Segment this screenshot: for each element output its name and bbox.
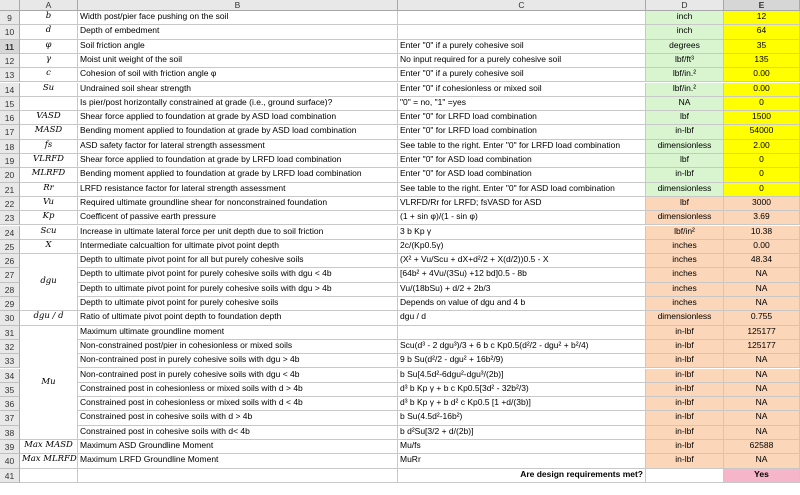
description-cell[interactable]: Depth to ultimate pivot point for purely cohesive soils with dgu < 4b	[78, 268, 398, 282]
row-header[interactable]: 21	[0, 183, 20, 197]
column-header-d[interactable]: D	[646, 0, 724, 11]
row-header[interactable]: 33	[0, 354, 20, 368]
formula-note-cell[interactable]: Enter "0" if a purely cohesive soil	[398, 68, 646, 82]
description-cell[interactable]: Depth of embedment	[78, 25, 398, 39]
unit-cell[interactable]: in-lbf	[646, 326, 724, 340]
value-cell[interactable]: NA	[724, 268, 800, 282]
value-cell[interactable]: 54000	[724, 125, 800, 139]
row-header[interactable]: 22	[0, 197, 20, 211]
unit-cell[interactable]: in-lbf	[646, 411, 724, 425]
symbol-cell[interactable]: b	[20, 11, 78, 25]
value-cell[interactable]: 3000	[724, 197, 800, 211]
formula-note-cell[interactable]: Depends on value of dgu and 4 b	[398, 297, 646, 311]
value-cell[interactable]: NA	[724, 383, 800, 397]
description-cell[interactable]: Depth to ultimate pivot point for all but purely cohesive soils	[78, 254, 398, 268]
row-header[interactable]: 39	[0, 440, 20, 454]
description-cell[interactable]: Depth to ultimate pivot point for purely cohesive soils	[78, 297, 398, 311]
unit-cell[interactable]: in-lbf	[646, 168, 724, 182]
formula-note-cell[interactable]: 9 b Su(d²/2 - dgu² + 16b²/9)	[398, 354, 646, 368]
formula-note-cell[interactable]: Enter "0" for LRFD load combination	[398, 111, 646, 125]
column-header-c[interactable]: C	[398, 0, 646, 11]
unit-cell[interactable]	[646, 469, 724, 483]
symbol-cell[interactable]: X	[20, 240, 78, 254]
unit-cell[interactable]: in-lbf	[646, 340, 724, 354]
description-cell[interactable]: Non-contrained post in purely cohesive soils with dgu < 4b	[78, 369, 398, 383]
symbol-cell[interactable]: c	[20, 68, 78, 82]
value-cell[interactable]: 125177	[724, 326, 800, 340]
formula-note-cell[interactable]: VLRFD/Rr for LRFD; fsVASD for ASD	[398, 197, 646, 211]
symbol-cell[interactable]: Vu	[20, 197, 78, 211]
symbol-cell[interactable]: Max MASD	[20, 440, 78, 454]
description-cell[interactable]: Non-constrained post/pier in cohesionless or mixed soils	[78, 340, 398, 354]
value-cell[interactable]: 0	[724, 154, 800, 168]
symbol-cell[interactable]: Kp	[20, 211, 78, 225]
symbol-cell[interactable]: γ	[20, 54, 78, 68]
unit-cell[interactable]: inches	[646, 268, 724, 282]
description-cell[interactable]: LRFD resistance factor for lateral strength assessment	[78, 183, 398, 197]
description-cell[interactable]: Bending moment applied to foundation at grade by LRFD load combination	[78, 168, 398, 182]
description-cell[interactable]: Coefficent of passive earth pressure	[78, 211, 398, 225]
row-header[interactable]: 27	[0, 268, 20, 282]
unit-cell[interactable]: inches	[646, 297, 724, 311]
symbol-cell[interactable]: MLRFD	[20, 168, 78, 182]
formula-note-cell[interactable]: (1 + sin φ)/(1 - sin φ)	[398, 211, 646, 225]
value-cell[interactable]: 3.69	[724, 211, 800, 225]
row-header[interactable]: 19	[0, 154, 20, 168]
unit-cell[interactable]: in-lbf	[646, 426, 724, 440]
formula-note-cell[interactable]: (X² + Vu/Scu + dX+d²/2 + X(d/2))0.5 - X	[398, 254, 646, 268]
unit-cell[interactable]: inches	[646, 240, 724, 254]
symbol-cell[interactable]: Rr	[20, 183, 78, 197]
formula-note-cell[interactable]: Enter "0" for ASD load combination	[398, 168, 646, 182]
value-cell[interactable]: 48.34	[724, 254, 800, 268]
value-cell[interactable]: 0.00	[724, 68, 800, 82]
unit-cell[interactable]: in-lbf	[646, 125, 724, 139]
value-cell[interactable]: 0.755	[724, 311, 800, 325]
unit-cell[interactable]: in-lbf	[646, 454, 724, 468]
description-cell[interactable]: Maximum ultimate groundline moment	[78, 326, 398, 340]
symbol-cell[interactable]: MASD	[20, 125, 78, 139]
value-cell[interactable]: 12	[724, 11, 800, 25]
row-header[interactable]: 18	[0, 140, 20, 154]
description-cell[interactable]: Constrained post in cohesive soils with d< 4b	[78, 426, 398, 440]
formula-note-cell[interactable]: dgu / d	[398, 311, 646, 325]
row-header[interactable]: 25	[0, 240, 20, 254]
unit-cell[interactable]: lbf	[646, 111, 724, 125]
description-cell[interactable]: Maximum LRFD Groundline Moment	[78, 454, 398, 468]
value-cell[interactable]: NA	[724, 454, 800, 468]
row-header[interactable]: 10	[0, 25, 20, 39]
row-header[interactable]: 38	[0, 426, 20, 440]
description-cell[interactable]: Increase in ultimate lateral force per unit depth due to soil friction	[78, 226, 398, 240]
unit-cell[interactable]: dimensionless	[646, 311, 724, 325]
description-cell[interactable]: Depth to ultimate pivot point for purely cohesive soils with dgu > 4b	[78, 283, 398, 297]
symbol-cell[interactable]: fs	[20, 140, 78, 154]
row-header[interactable]: 32	[0, 340, 20, 354]
formula-note-cell[interactable]: Enter "0" if cohesionless or mixed soil	[398, 83, 646, 97]
unit-cell[interactable]: inch	[646, 11, 724, 25]
value-cell[interactable]: 0.00	[724, 83, 800, 97]
unit-cell[interactable]: dimensionless	[646, 140, 724, 154]
row-header[interactable]: 13	[0, 68, 20, 82]
value-cell[interactable]: NA	[724, 369, 800, 383]
formula-note-cell[interactable]: "0" = no, "1" =yes	[398, 97, 646, 111]
symbol-cell[interactable]: VLRFD	[20, 154, 78, 168]
unit-cell[interactable]: inches	[646, 283, 724, 297]
row-header[interactable]: 12	[0, 54, 20, 68]
description-cell[interactable]	[78, 469, 398, 483]
row-header[interactable]: 16	[0, 111, 20, 125]
value-cell[interactable]: NA	[724, 297, 800, 311]
symbol-cell[interactable]	[20, 254, 78, 311]
row-header[interactable]: 20	[0, 168, 20, 182]
description-cell[interactable]: Width post/pier face pushing on the soil	[78, 11, 398, 25]
formula-note-cell[interactable]: Are design requirements met?	[398, 469, 646, 483]
formula-note-cell[interactable]: 2c/(Kp0.5γ)	[398, 240, 646, 254]
value-cell[interactable]: NA	[724, 354, 800, 368]
formula-note-cell[interactable]: See table to the right. Enter "0" for LRFD load combination	[398, 140, 646, 154]
formula-note-cell[interactable]: Mu/fs	[398, 440, 646, 454]
value-cell[interactable]: 35	[724, 40, 800, 54]
value-cell[interactable]: 1500	[724, 111, 800, 125]
value-cell[interactable]: 0.00	[724, 240, 800, 254]
description-cell[interactable]: ASD safety factor for lateral strength assessment	[78, 140, 398, 154]
row-header[interactable]: 28	[0, 283, 20, 297]
symbol-cell[interactable]: φ	[20, 40, 78, 54]
description-cell[interactable]: Undrained soil shear strength	[78, 83, 398, 97]
description-cell[interactable]: Moist unit weight of the soil	[78, 54, 398, 68]
formula-note-cell[interactable]: Enter "0" for LRFD load combination	[398, 125, 646, 139]
description-cell[interactable]: Maximum ASD Groundline Moment	[78, 440, 398, 454]
formula-note-cell[interactable]: Scu(d³ - 2 dgu³)/3 + 6 b c Kp0.5(d²/2 - dgu² + b²/4)	[398, 340, 646, 354]
column-header-b[interactable]: B	[78, 0, 398, 11]
description-cell[interactable]: Is pier/post horizontally constrained at grade (i.e., ground surface)?	[78, 97, 398, 111]
value-cell[interactable]: Yes	[724, 469, 800, 483]
value-cell[interactable]: 0	[724, 97, 800, 111]
unit-cell[interactable]: in-lbf	[646, 369, 724, 383]
row-header[interactable]: 35	[0, 383, 20, 397]
row-header[interactable]: 29	[0, 297, 20, 311]
description-cell[interactable]: Bending moment applied to foundation at grade by ASD load combination	[78, 125, 398, 139]
unit-cell[interactable]: inches	[646, 254, 724, 268]
row-header[interactable]: 14	[0, 83, 20, 97]
symbol-cell[interactable]: Scu	[20, 226, 78, 240]
symbol-text: dgu	[40, 276, 57, 287]
symbol-cell[interactable]: Su	[20, 83, 78, 97]
formula-note-cell[interactable]: Enter "0" if a purely cohesive soil	[398, 40, 646, 54]
unit-cell[interactable]: in-lbf	[646, 383, 724, 397]
description-cell[interactable]: Constrained post in cohesionless or mixed soils with d < 4b	[78, 397, 398, 411]
symbol-cell[interactable]: VASD	[20, 111, 78, 125]
value-cell[interactable]: 64	[724, 25, 800, 39]
formula-note-cell[interactable]: b Su(4.5d²-16b²)	[398, 411, 646, 425]
formula-note-cell[interactable]: b Su[4.5d²-6dgu²-dgu³/(2b)]	[398, 369, 646, 383]
row-header[interactable]: 11	[0, 40, 20, 54]
description-cell[interactable]: Cohesion of soil with friction angle φ	[78, 68, 398, 82]
formula-note-cell[interactable]: MuRr	[398, 454, 646, 468]
formula-note-cell[interactable]	[398, 326, 646, 340]
row-header[interactable]: 17	[0, 125, 20, 139]
formula-note-cell[interactable]: See table to the right. Enter "0" for ASD load combination	[398, 183, 646, 197]
symbol-cell[interactable]: d	[20, 25, 78, 39]
unit-cell[interactable]: dimensionless	[646, 183, 724, 197]
symbol-text: Mu	[41, 376, 56, 387]
value-cell[interactable]: NA	[724, 411, 800, 425]
row-header[interactable]: 36	[0, 397, 20, 411]
row-header[interactable]: 40	[0, 454, 20, 468]
row-header[interactable]: 23	[0, 211, 20, 225]
unit-cell[interactable]: lbf/in²	[646, 226, 724, 240]
unit-cell[interactable]: degrees	[646, 40, 724, 54]
column-header-a[interactable]: A	[20, 0, 78, 11]
formula-note-cell[interactable]: Enter "0" for ASD load combination	[398, 154, 646, 168]
unit-cell[interactable]: lbf	[646, 154, 724, 168]
unit-cell[interactable]: lbf/in.²	[646, 83, 724, 97]
row-header[interactable]: 26	[0, 254, 20, 268]
column-header-e[interactable]: E	[724, 0, 800, 11]
value-cell[interactable]: 125177	[724, 340, 800, 354]
formula-note-cell[interactable]	[398, 25, 646, 39]
row-header[interactable]: 9	[0, 11, 20, 25]
formula-note-cell[interactable]: 3 b Kp γ	[398, 226, 646, 240]
row-header[interactable]: 30	[0, 311, 20, 325]
symbol-cell[interactable]	[20, 469, 78, 483]
formula-note-cell[interactable]: Vu/(18bSu) + d/2 + 2b/3	[398, 283, 646, 297]
row-header[interactable]: 34	[0, 369, 20, 383]
unit-cell[interactable]: lbf	[646, 197, 724, 211]
value-cell[interactable]: NA	[724, 283, 800, 297]
formula-note-cell[interactable]: d³ b Kp γ + b d² c Kp0.5 [1 +d/(3b)]	[398, 397, 646, 411]
symbol-cell[interactable]: dgu / d	[20, 311, 78, 325]
unit-cell[interactable]: inch	[646, 25, 724, 39]
formula-note-cell[interactable]	[398, 11, 646, 25]
formula-note-cell[interactable]: b d²Su[3/2 + d/(2b)]	[398, 426, 646, 440]
description-cell[interactable]: Intermediate calcualtion for ultimate pivot point depth	[78, 240, 398, 254]
formula-note-cell[interactable]: d³ b Kp γ + b c Kp0.5[3d² - 32b²/3)	[398, 383, 646, 397]
value-cell[interactable]: NA	[724, 397, 800, 411]
symbol-cell[interactable]	[20, 97, 78, 111]
value-cell[interactable]: 62588	[724, 440, 800, 454]
value-cell[interactable]: 2.00	[724, 140, 800, 154]
description-cell[interactable]: Constrained post in cohesionless or mixed soils with d > 4b	[78, 383, 398, 397]
row-header[interactable]: 41	[0, 469, 20, 483]
unit-cell[interactable]: in-lbf	[646, 440, 724, 454]
formula-note-cell[interactable]: [64b² + 4Vu/(3Su) +12 bd]0.5 - 8b	[398, 268, 646, 282]
unit-cell[interactable]: NA	[646, 97, 724, 111]
formula-note-cell[interactable]: No input required for a purely cohesive soil	[398, 54, 646, 68]
description-cell[interactable]: Shear force applied to foundation at grade by ASD load combination	[78, 111, 398, 125]
unit-cell[interactable]: in-lbf	[646, 397, 724, 411]
row-header[interactable]: 15	[0, 97, 20, 111]
value-cell[interactable]: 10.38	[724, 226, 800, 240]
row-header[interactable]: 31	[0, 326, 20, 340]
description-cell[interactable]: Required ultimate groundline shear for nonconstrained foundation	[78, 197, 398, 211]
description-cell[interactable]: Constrained post in cohesive soils with d > 4b	[78, 411, 398, 425]
description-cell[interactable]: Soil friction angle	[78, 40, 398, 54]
description-cell[interactable]: Non-contrained post in purely cohesive soils with dgu > 4b	[78, 354, 398, 368]
symbol-cell[interactable]	[20, 326, 78, 440]
description-cell[interactable]: Ratio of ultimate pivot point depth to foundation depth	[78, 311, 398, 325]
unit-cell[interactable]: dimensionless	[646, 211, 724, 225]
value-cell[interactable]: 0	[724, 183, 800, 197]
value-cell[interactable]: 0	[724, 168, 800, 182]
row-header[interactable]: 24	[0, 226, 20, 240]
value-cell[interactable]: 135	[724, 54, 800, 68]
unit-cell[interactable]: lbf/ft³	[646, 54, 724, 68]
unit-cell[interactable]: lbf/in.²	[646, 68, 724, 82]
row-header[interactable]: 37	[0, 411, 20, 425]
value-cell[interactable]: NA	[724, 426, 800, 440]
select-all-corner[interactable]	[0, 0, 20, 11]
unit-cell[interactable]: in-lbf	[646, 354, 724, 368]
description-cell[interactable]: Shear force applied to foundation at grade by LRFD load combination	[78, 154, 398, 168]
symbol-cell[interactable]: Max MLRFD	[20, 454, 78, 468]
